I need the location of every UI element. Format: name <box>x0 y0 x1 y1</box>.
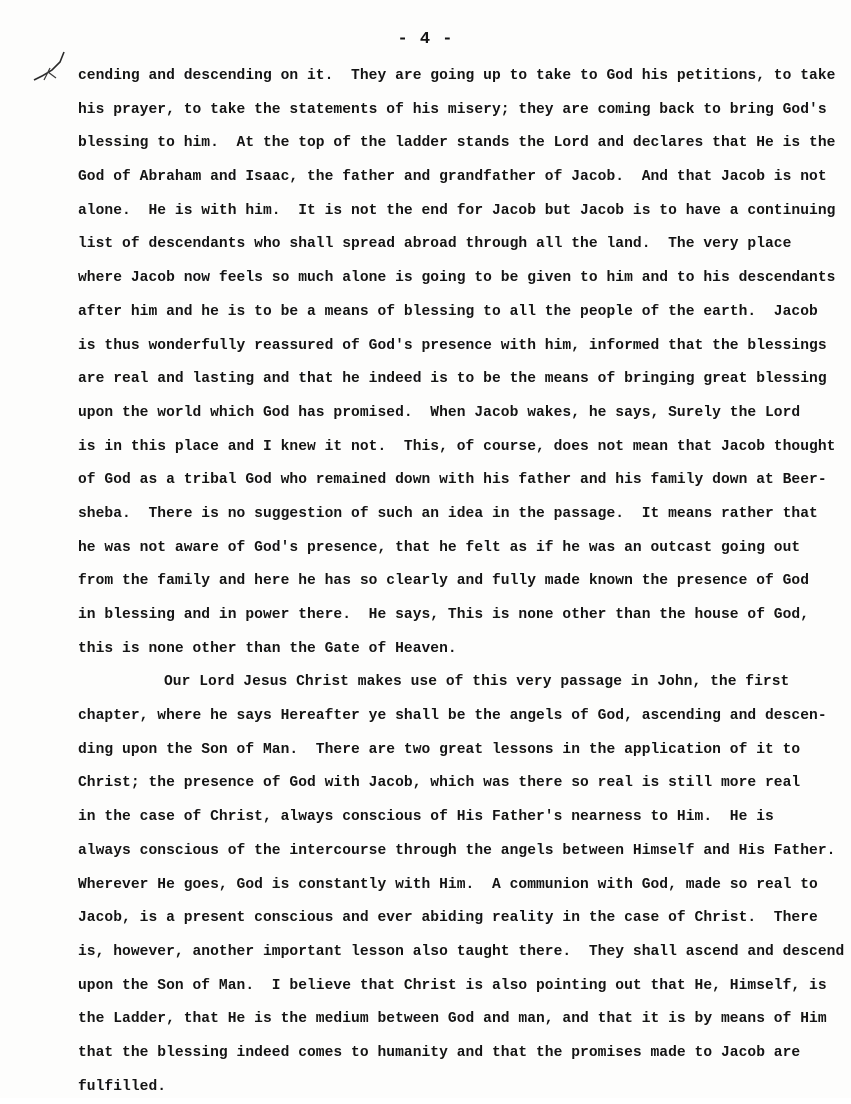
text-line: is, however, another important lesson also taught there. They shall ascend and descend <box>78 943 845 960</box>
page-number: - 4 - <box>397 30 454 49</box>
text-line: he was not aware of God's presence, that he felt as if he was an outcast going out <box>78 539 801 556</box>
text-line: Christ; the presence of God with Jacob, which was there so real is still more real <box>78 775 801 792</box>
paragraph-start-line: Our Lord Jesus Christ makes use of this very passage in John, the first <box>164 674 790 691</box>
text-line: from the family and here he has so clearly and fully made known the presence of God <box>78 573 810 590</box>
text-line: where Jacob now feels so much alone is going to be given to him and to his descendants <box>78 270 836 287</box>
text-line: that the blessing indeed comes to humanity and that the promises made to Jacob are <box>78 1044 801 1061</box>
text-line: blessing to him. At the top of the ladder stands the Lord and declares that He is the <box>78 135 836 152</box>
text-line: fulfilled. <box>78 1078 167 1095</box>
text-line: is in this place and I knew it not. This, of course, does not mean that Jacob thought <box>78 438 836 455</box>
text-line: his prayer, to take the statements of his misery; they are coming back to bring God's <box>78 101 827 118</box>
text-line: cending and descending on it. They are going up to take to God his petitions, to take <box>78 68 836 84</box>
text-line: of God as a tribal God who remained down with his father and his family down at Beer- <box>78 472 827 489</box>
text-line: chapter, where he says Hereafter ye shall be the angels of God, ascending and descen- <box>78 708 827 725</box>
text-line: Wherever He goes, God is constantly with Him. A communion with God, made so real to <box>78 876 818 893</box>
text-line: the Ladder, that He is the medium between God and man, and that it is by means of Him <box>78 1011 827 1028</box>
body-text <box>78 60 845 1104</box>
text-line: God of Abraham and Isaac, the father and grandfather of Jacob. And that Jacob is not <box>78 169 827 186</box>
text-line: after him and he is to be a means of blessing to all the people of the earth. Jacob <box>78 303 818 320</box>
text-line: always conscious of the intercourse through the angels between Himself and His Father. <box>78 842 836 859</box>
text-line: upon the world which God has promised. When Jacob wakes, he says, Surely the Lord <box>78 404 801 421</box>
text-line: upon the Son of Man. I believe that Christ is also pointing out that He, Himself, is <box>78 977 827 994</box>
text-line: Jacob, is a present conscious and ever abiding reality in the case of Christ. There <box>78 910 818 927</box>
text-line: alone. He is with him. It is not the end for Jacob but Jacob is to have a continuing <box>78 202 836 219</box>
text-line: ding upon the Son of Man. There are two great lessons in the application of it to <box>78 741 801 758</box>
text-line: in blessing and in power there. He says, This is none other than the house of God, <box>78 607 810 623</box>
margin-ink-mark-icon <box>30 50 70 90</box>
text-line: list of descendants who shall spread abroad through all the land. The very place <box>78 236 792 253</box>
text-line: in the case of Christ, always conscious of His Father's nearness to Him. He is <box>78 809 774 826</box>
text-line: this is none other than the Gate of Heaven. <box>78 640 457 657</box>
text-line: are real and lasting and that he indeed is to be the means of bringing great blessing <box>78 371 827 388</box>
text-line: is thus wonderfully reassured of God's presence with him, informed that the blessings <box>78 337 827 354</box>
text-line: sheba. There is no suggestion of such an idea in the passage. It means rather that <box>78 505 818 522</box>
